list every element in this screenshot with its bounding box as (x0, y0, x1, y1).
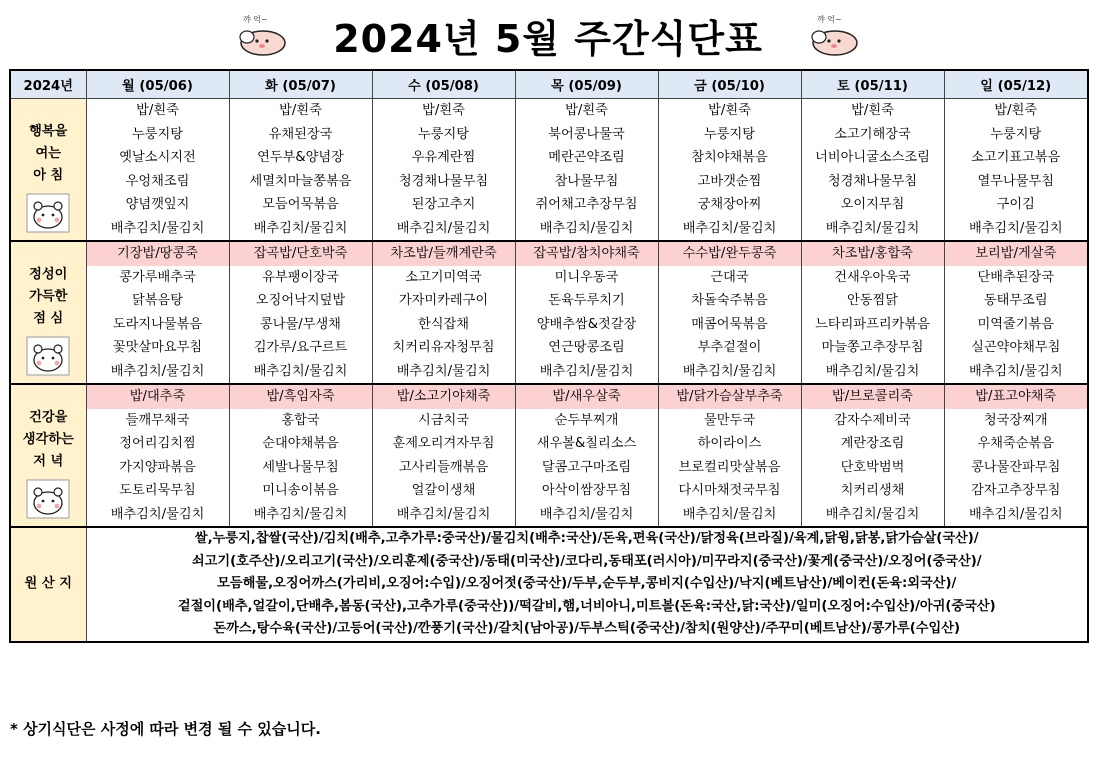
menu-item: 양배추쌈&젓갈장 (536, 316, 637, 332)
meal-label-line: 생각하는 (22, 432, 74, 447)
year-cell: 2024년 (10, 70, 86, 99)
menu-item: 밥/새우살죽 (516, 385, 658, 409)
meal-cell (229, 241, 372, 384)
meal-label-line: 정성이 (29, 267, 68, 282)
menu-item: 단호박범벅 (840, 459, 905, 475)
day-header: 수 (05/08) (372, 70, 515, 99)
meal-cell (515, 241, 658, 384)
hamster-sticker-icon (26, 479, 70, 519)
menu-item: 누룽지탕 (418, 126, 469, 142)
menu-item: 콩가루배추국 (119, 269, 196, 285)
menu-item: 얼갈이생채 (411, 483, 476, 498)
menu-item: 가지양파볶음 (119, 459, 196, 475)
menu-item: 배추김치/물김치 (396, 220, 491, 236)
origin-line: 돈까스,탕수육(국산)/고등어(국산)/깐풍기(국산)/갈치(남아공)/두부스틱(중국산)/참치(원양산)/주꾸미(베트남산)/콩가루(수입산) (213, 621, 961, 636)
svg-text:꺄 억~: 꺄 억~ (816, 15, 842, 24)
menu-item: 동태무조림 (983, 293, 1048, 308)
day-header: 토 (05/11) (801, 70, 944, 99)
menu-item: 순대야채볶음 (262, 436, 339, 451)
menu-item: 연근땅콩조림 (548, 340, 625, 355)
hamster-sticker-icon (26, 193, 70, 233)
footer-note: * 상기식단은 사정에 따라 변경 될 수 있습니다. (10, 720, 321, 738)
meal-label-lunch (10, 241, 86, 384)
menu-item: 연두부&양념장 (257, 150, 344, 165)
meal-cell (944, 99, 1088, 242)
menu-item: 우엉채조림 (125, 173, 190, 189)
menu-item: 배추김치/물김치 (253, 506, 348, 522)
origin-text (86, 527, 1088, 642)
meal-row-breakfast (10, 99, 1088, 242)
menu-item: 밥/흰죽 (136, 103, 179, 118)
menu-item: 배추김치/물김치 (825, 363, 920, 379)
meal-cell (372, 99, 515, 242)
hamster-mascot-right-icon (807, 11, 863, 59)
menu-item: 세멸치마늘쫑볶음 (249, 173, 352, 189)
meal-cell (658, 99, 801, 242)
menu-item: 수수밥/완두콩죽 (659, 242, 801, 266)
menu-item: 달콤고구마조림 (541, 459, 632, 475)
menu-item: 근대국 (710, 269, 749, 285)
meal-cell (944, 384, 1088, 527)
meal-cell (229, 99, 372, 242)
menu-item: 차돌숙주볶음 (691, 293, 768, 308)
menu-item: 밥/흰죽 (708, 103, 751, 118)
menu-item: 도라지나물볶음 (112, 316, 203, 332)
menu-item: 배추김치/물김치 (253, 363, 348, 379)
menu-item: 기장밥/땅콩죽 (87, 242, 229, 266)
menu-item: 새우볼&칠리소스 (536, 436, 637, 451)
menu-item: 밥/흰죽 (994, 103, 1038, 118)
menu-item: 다시마채젓국무침 (678, 483, 781, 498)
menu-item: 청경채나물무침 (398, 173, 489, 189)
menu-item: 물만두국 (704, 412, 755, 428)
menu-item: 마늘쫑고추장무침 (821, 340, 924, 355)
menu-item: 모듬어묵볶음 (262, 197, 339, 212)
menu-item: 구이김 (996, 197, 1035, 212)
menu-item: 감자수제비국 (834, 412, 911, 428)
menu-item: 궁채장아찌 (697, 197, 762, 212)
menu-item: 미니송이볶음 (262, 483, 339, 498)
menu-item: 배추김치/물김치 (968, 506, 1063, 522)
menu-item: 배추김치/물김치 (968, 363, 1063, 379)
header-row (10, 70, 1088, 99)
menu-item: 순두부찌개 (554, 412, 619, 428)
menu-item: 잡곡밥/참치야채죽 (516, 242, 658, 266)
svg-text:꺄 억~: 꺄 억~ (243, 15, 268, 24)
menu-item: 배추김치/물김치 (396, 363, 491, 379)
menu-item: 콩나물/무생채 (260, 316, 341, 332)
menu-item: 소고기표고볶음 (971, 150, 1061, 165)
menu-item: 소고기미역국 (405, 269, 482, 285)
menu-item: 밥/흰죽 (565, 103, 608, 118)
menu-item: 건새우아욱국 (834, 269, 911, 285)
meal-cell (515, 99, 658, 242)
menu-item: 미역줄기볶음 (977, 316, 1054, 332)
menu-item: 보리밥/게살죽 (945, 242, 1088, 266)
weekly-menu-table (9, 69, 1089, 643)
menu-item: 치커리생채 (840, 483, 905, 498)
origin-line: 쌀,누룽지,찹쌀(국산)/김치(배추,고추가루:중국산)/물김치(배추:국산)/돈육,편육(국산)/닭정육(브라질)/육계,닭윙,닭봉,닭가슴살(국산)/ (194, 531, 979, 546)
meal-cell (801, 241, 944, 384)
menu-item: 느타리파프리카볶음 (815, 316, 930, 332)
menu-item: 감자고추장무침 (971, 483, 1061, 498)
day-header: 목 (05/09) (515, 70, 658, 99)
menu-item: 김가루/요구르트 (253, 340, 348, 355)
menu-item: 고바갯순찜 (697, 173, 762, 189)
menu-item: 밥/흰죽 (279, 103, 322, 118)
menu-item: 소고기해장국 (834, 126, 911, 142)
menu-item: 배추김치/물김치 (682, 506, 777, 522)
menu-item: 배추김치/물김치 (253, 220, 348, 236)
meal-cell (86, 99, 229, 242)
menu-item: 누룽지탕 (704, 126, 755, 142)
menu-item: 닭볶음탕 (132, 293, 183, 308)
meal-row-lunch (10, 241, 1088, 384)
meal-cell (801, 99, 944, 242)
menu-item: 들깨무채국 (125, 412, 190, 428)
menu-item: 밥/브로콜리죽 (802, 385, 944, 409)
meal-row-dinner (10, 384, 1088, 527)
origin-line: 쇠고기(호주산)/오리고기(국산)/오리훈제(중국산)/동태(미국산)/코다리,동태포(러시아)/미꾸라지(중국산)/꽃게(중국산)/오징어(중국산)/ (191, 553, 982, 569)
menu-item: 배추김치/물김치 (682, 220, 777, 236)
menu-item: 밥/닭가슴살부추죽 (659, 385, 801, 409)
menu-item: 양념깻잎지 (125, 197, 190, 212)
menu-item: 배추김치/물김치 (682, 363, 777, 379)
menu-item: 참치야채볶음 (691, 150, 768, 165)
meal-cell (86, 384, 229, 527)
menu-item: 단배추된장국 (977, 269, 1054, 285)
menu-item: 밥/소고기야채죽 (373, 385, 515, 409)
menu-item: 콩나물잔파무침 (971, 459, 1061, 475)
menu-item: 배추김치/물김치 (539, 506, 634, 522)
menu-item: 밥/표고야채죽 (945, 385, 1088, 409)
origin-line: 모듬해물,오징어까스(가리비,오징어:수입)/오징어젓(중국산)/두부,순두부,콩비지(수입산)/낙지(베트남산)/베이컨(돈육:외국산)/ (217, 576, 957, 591)
menu-item: 한식잡채 (418, 316, 469, 332)
meal-cell (658, 384, 801, 527)
meal-cell (658, 241, 801, 384)
meal-label-line: 아 침 (33, 168, 64, 183)
meal-label-line: 여는 (35, 146, 61, 161)
menu-item: 누룽지탕 (990, 126, 1042, 142)
meal-cell (372, 241, 515, 384)
menu-item: 가자미카레구이 (398, 293, 489, 308)
menu-item: 밥/흰죽 (422, 103, 465, 118)
menu-item: 밥/흑임자죽 (230, 385, 372, 409)
hamster-mascot-left-icon (233, 11, 289, 59)
menu-item: 참나물무침 (554, 173, 619, 189)
menu-item: 배추김치/물김치 (110, 220, 205, 236)
hamster-sticker-icon (26, 336, 70, 376)
menu-item: 오징어낙지덮밥 (255, 293, 346, 308)
meal-label-line: 건강을 (29, 410, 68, 425)
menu-item: 배추김치/물김치 (110, 363, 205, 379)
menu-item: 꽃맛살마요무침 (112, 340, 203, 355)
menu-item: 시금치국 (418, 412, 469, 428)
menu-item: 도토리묵무침 (119, 483, 196, 498)
meal-label-dinner (10, 384, 86, 527)
menu-item: 배추김치/물김치 (825, 506, 920, 522)
meal-label-line: 행복을 (29, 124, 68, 139)
title-bar (0, 6, 1096, 64)
meal-cell (801, 384, 944, 527)
menu-item: 홍합국 (281, 412, 320, 428)
meal-cell (86, 241, 229, 384)
menu-item: 부추겉절이 (697, 340, 762, 355)
meal-label-line: 가득한 (29, 289, 68, 304)
meal-cell (944, 241, 1088, 384)
day-header: 금 (05/10) (658, 70, 801, 99)
menu-item: 배추김치/물김치 (825, 220, 920, 236)
menu-item: 우채죽순볶음 (977, 436, 1054, 451)
menu-item: 안동찜닭 (847, 293, 898, 308)
menu-item: 치커리유자청무침 (392, 340, 495, 355)
menu-item: 우유계란찜 (411, 150, 476, 165)
menu-item: 훈제오리겨자무침 (392, 436, 495, 451)
meal-cell (229, 384, 372, 527)
menu-item: 밥/대추죽 (87, 385, 229, 409)
menu-item: 메란곤약조림 (548, 150, 625, 165)
meal-label-breakfast (10, 99, 86, 242)
menu-item: 정어리김치찜 (119, 436, 196, 451)
menu-item: 청경채나물무침 (827, 173, 918, 189)
menu-item: 매콤어묵볶음 (691, 316, 768, 332)
day-header: 화 (05/07) (229, 70, 372, 99)
menu-item: 브로컬리맛살볶음 (678, 459, 781, 475)
meal-cell (515, 384, 658, 527)
origin-row (10, 527, 1088, 642)
menu-item: 옛날소시지전 (119, 150, 196, 165)
origin-label: 원 산 지 (10, 527, 86, 642)
menu-item: 세발나물무침 (262, 459, 339, 475)
menu-item: 열무나물무침 (977, 173, 1054, 189)
menu-item: 실곤약야채무침 (971, 340, 1061, 355)
meal-label-line: 점 심 (33, 311, 64, 326)
menu-item: 누룽지탕 (132, 126, 183, 142)
menu-item: 차조밥/들깨계란죽 (373, 242, 515, 266)
menu-item: 쥐어채고추장무침 (535, 197, 638, 212)
menu-item: 밥/흰죽 (851, 103, 894, 118)
page-title: 2024년 5월 주간식단표 (333, 16, 763, 61)
day-header: 월 (05/06) (86, 70, 229, 99)
menu-item: 미니우동국 (554, 269, 619, 285)
menu-item: 유채된장국 (268, 126, 333, 142)
menu-item: 배추김치/물김치 (968, 220, 1063, 236)
menu-item: 잡곡밥/단호박죽 (230, 242, 372, 266)
day-header: 일 (05/12) (944, 70, 1088, 99)
menu-item: 하이라이스 (697, 436, 762, 451)
menu-item: 아삭이쌈장무침 (541, 483, 632, 498)
menu-item: 청국장찌개 (983, 412, 1048, 428)
menu-item: 북어콩나물국 (548, 126, 625, 142)
menu-item: 돈육두루치기 (548, 293, 625, 308)
menu-item: 배추김치/물김치 (110, 506, 205, 522)
menu-item: 배추김치/물김치 (539, 220, 634, 236)
menu-item: 고사리들깨볶음 (398, 459, 489, 475)
menu-item: 오이지무침 (840, 197, 905, 212)
meal-cell (372, 384, 515, 527)
menu-item: 유부팽이장국 (262, 269, 339, 285)
origin-line: 겉절이(배추,얼갈이,단배추,봄동(국산),고추가루(중국산))/떡갈비,햄,너비아니,미트볼(돈육:국산,닭:국산)/일미(오징어:수입산)/아귀(중국산) (177, 598, 996, 614)
menu-item: 계란장조림 (840, 436, 905, 451)
menu-item: 배추김치/물김치 (539, 363, 634, 379)
menu-item: 배추김치/물김치 (396, 506, 491, 522)
menu-item: 너비아니굴소스조림 (815, 150, 930, 165)
menu-item: 차조밥/홍합죽 (802, 242, 944, 266)
meal-label-line: 저 녁 (33, 454, 64, 469)
menu-item: 된장고추지 (411, 197, 476, 212)
